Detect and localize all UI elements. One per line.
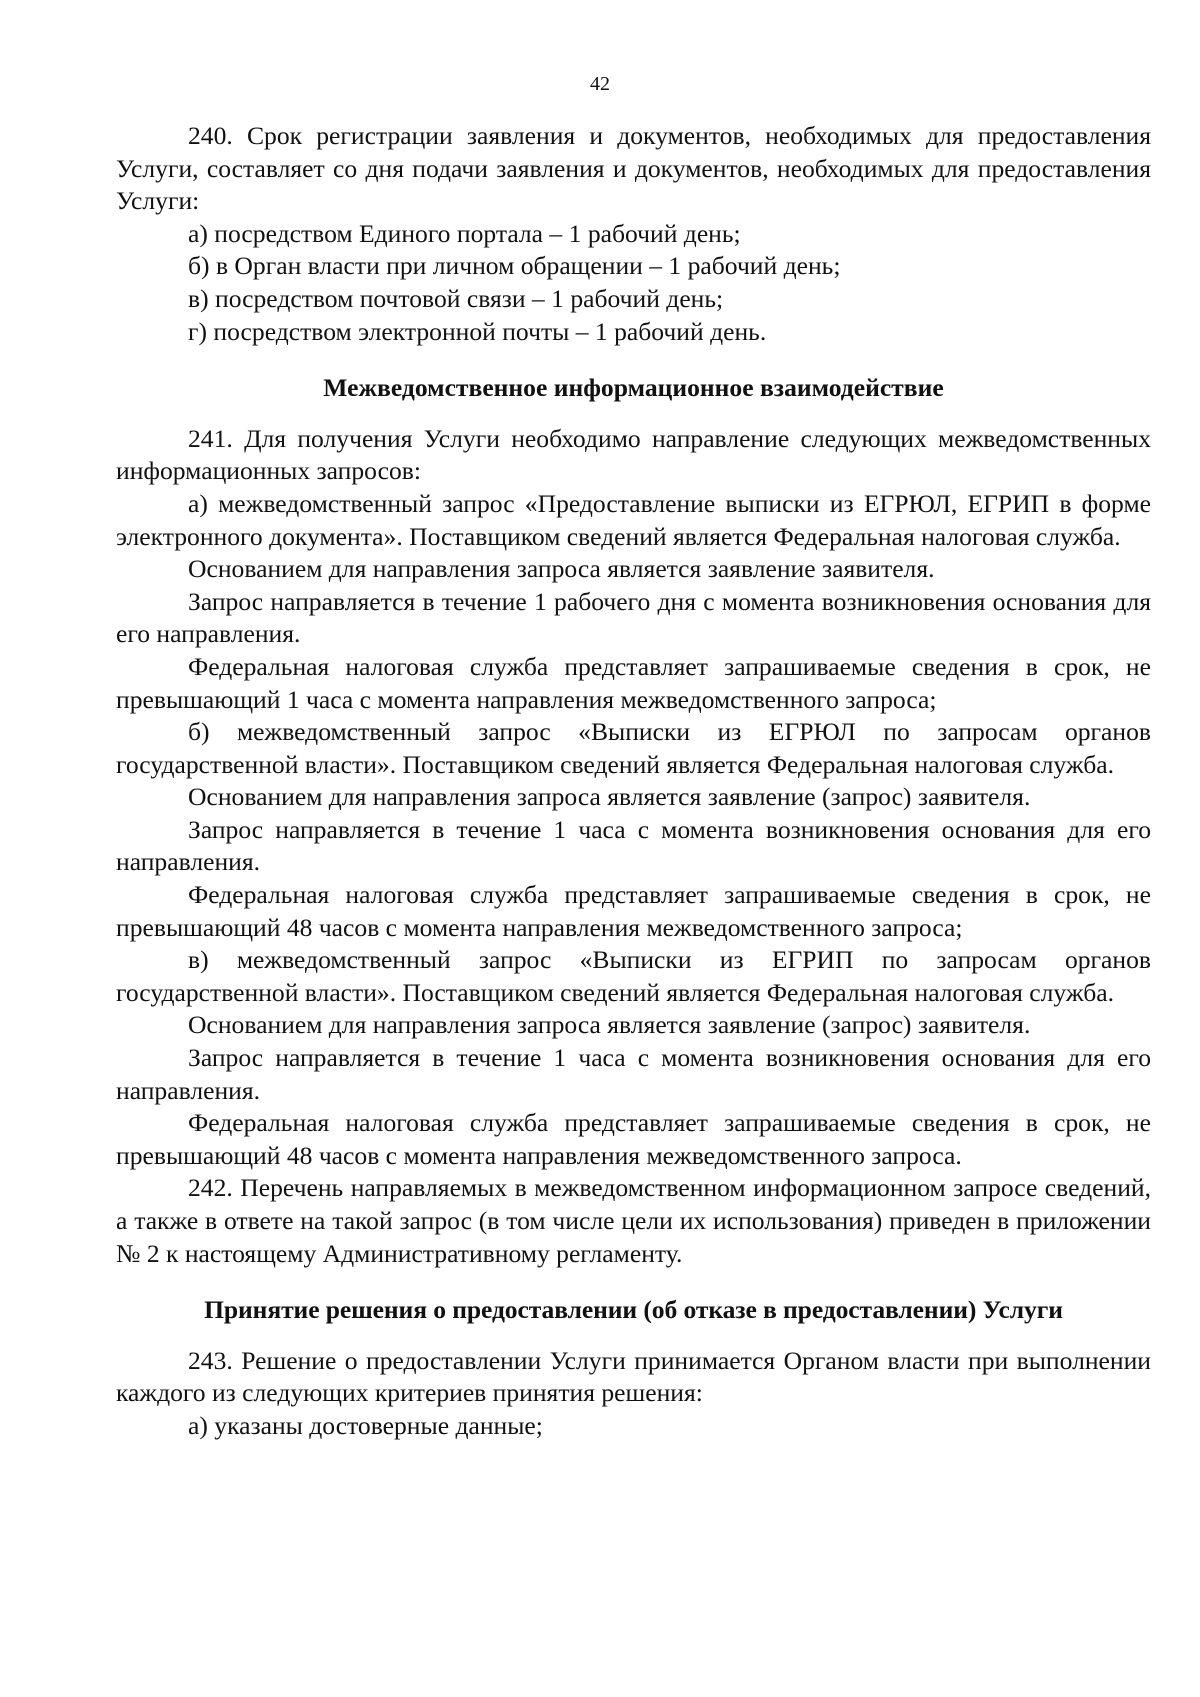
list-item: а) указаны достоверные данные; bbox=[188, 1410, 543, 1440]
paragraph-241-b-basis: Основанием для направления запроса является заявление (запрос) заявителя. bbox=[188, 782, 1031, 812]
list-item: г) посредством электронной почты – 1 рабочий день. bbox=[188, 316, 767, 346]
list-item: а) посредством Единого портала – 1 рабочий день; bbox=[188, 218, 741, 248]
paragraph-242: 242. Перечень направляемых в межведомственном информационном запросе сведений, а также в ответе на такой запрос (в том числе цели их использования) приведен в приложении № 2 к настоящему Административному регламенту. bbox=[116, 1173, 1151, 1268]
paragraph-241-c-response: Федеральная налоговая служба представляет запрашиваемые сведения в срок, не превышающий 48 часов с момента направления межведомственного запроса. bbox=[116, 1108, 1151, 1170]
paragraph-241-c-term: Запрос направляется в течение 1 часа с момента возникновения основания для его направления. bbox=[116, 1043, 1151, 1105]
paragraph-241-a-term: Запрос направляется в течение 1 рабочего дня с момента возникновения основания для его направления. bbox=[116, 586, 1151, 649]
paragraph-241-a-basis: Основанием для направления запроса является заявление заявителя. bbox=[188, 554, 935, 584]
paragraph-241-b-term: Запрос направляется в течение 1 часа с момента возникновения основания для его направления. bbox=[116, 814, 1151, 877]
paragraph-240-intro: 240. Срок регистрации заявления и документов, необходимых для предоставления Услуги, составляет со дня подачи заявления и документов, необходимых для предоставления Услуги: bbox=[116, 121, 1151, 216]
paragraph-241-c-basis: Основанием для направления запроса является заявление (запрос) заявителя. bbox=[188, 1010, 1031, 1040]
page-number: 42 bbox=[590, 73, 610, 95]
paragraph-243-intro: 243. Решение о предоставлении Услуги принимается Органом власти при выполнении каждого из следующих критериев принятия решения: bbox=[116, 1345, 1151, 1408]
paragraph-241-c: в) межведомственный запрос «Выписки из ЕГРИП по запросам органов государственной власти». Поставщиком сведений является Федеральная налоговая служба. bbox=[116, 945, 1151, 1007]
section-heading-interagency: Межведомственное информационное взаимодействие bbox=[323, 373, 944, 403]
list-item: б) в Орган власти при личном обращении – 1 рабочий день; bbox=[188, 251, 841, 281]
paragraph-241-b: б) межведомственный запрос «Выписки из ЕГРЮЛ по запросам органов государственной власти». Поставщиком сведений является Федеральная налоговая служба. bbox=[116, 717, 1151, 779]
section-heading-decision: Принятие решения о предоставлении (об отказе в предоставлении) Услуги bbox=[204, 1295, 1063, 1325]
paragraph-241-intro: 241. Для получения Услуги необходимо направление следующих межведомственных информационных запросов: bbox=[116, 423, 1151, 486]
paragraph-241-b-response: Федеральная налоговая служба представляет запрашиваемые сведения в срок, не превышающий 48 часов с момента направления межведомственного запроса; bbox=[116, 880, 1151, 942]
paragraph-241-a-response: Федеральная налоговая служба представляет запрашиваемые сведения в срок, не превышающий 1 часа с момента направления межведомственного запроса; bbox=[116, 651, 1151, 714]
paragraph-241-a: а) межведомственный запрос «Предоставление выписки из ЕГРЮЛ, ЕГРИП в форме электронного документа». Поставщиком сведений является Федеральная налоговая служба. bbox=[116, 488, 1151, 551]
page-content bbox=[116, 120, 1151, 1443]
list-item: в) посредством почтовой связи – 1 рабочий день; bbox=[188, 283, 724, 313]
